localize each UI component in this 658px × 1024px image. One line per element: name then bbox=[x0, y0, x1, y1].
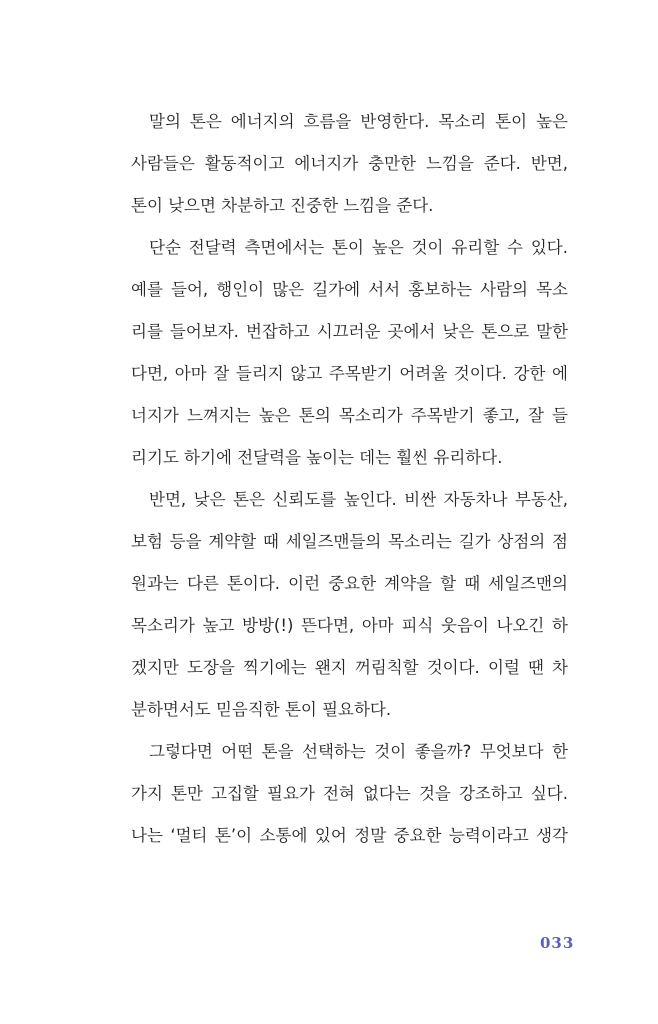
text-line: 리를 들어보자. 번잡하고 시끄러운 곳에서 낮은 톤으로 말한 bbox=[131, 322, 568, 341]
body-text bbox=[131, 101, 568, 857]
text-line: 단순 전달력 측면에서는 톤이 높은 것이 유리할 수 있다. bbox=[149, 238, 568, 257]
text-line: 리기도 하기에 전달력을 높이는 데는 훨씬 유리하다. bbox=[131, 448, 503, 467]
paragraph-3 bbox=[131, 479, 568, 731]
text-line: 겠지만 도장을 찍기에는 왠지 꺼림칙할 것이다. 이럴 땐 차 bbox=[131, 658, 568, 677]
text-line: 다면, 아마 잘 들리지 않고 주목받기 어려울 것이다. 강한 에 bbox=[131, 364, 568, 383]
paragraph-1 bbox=[131, 101, 568, 227]
text-line: 예를 들어, 행인이 많은 길가에 서서 홍보하는 사람의 목소 bbox=[131, 280, 568, 299]
page-number: 033 bbox=[540, 934, 575, 952]
paragraph-2 bbox=[131, 227, 568, 479]
text-line: 목소리가 높고 방방(!) 뜬다면, 아마 피식 웃음이 나오긴 하 bbox=[131, 616, 568, 635]
text-line: 분하면서도 믿음직한 톤이 필요하다. bbox=[131, 700, 392, 719]
text-line: 말의 톤은 에너지의 흐름을 반영한다. 목소리 톤이 높은 bbox=[149, 112, 568, 131]
text-line: 그렇다면 어떤 톤을 선택하는 것이 좋을까? 무엇보다 한 bbox=[149, 742, 568, 761]
text-line: 원과는 다른 톤이다. 이런 중요한 계약을 할 때 세일즈맨의 bbox=[131, 574, 568, 593]
text-line: 톤이 낮으면 차분하고 진중한 느낌을 준다. bbox=[131, 196, 434, 215]
paragraph-4 bbox=[131, 731, 568, 857]
text-line: 가지 톤만 고집할 필요가 전혀 없다는 것을 강조하고 싶다. bbox=[131, 784, 568, 803]
text-line: 보험 등을 계약할 때 세일즈맨들의 목소리는 길가 상점의 점 bbox=[131, 532, 568, 551]
text-line: 나는 ‘멀티 톤’이 소통에 있어 정말 중요한 능력이라고 생각 bbox=[131, 826, 568, 845]
text-line: 반면, 낮은 톤은 신뢰도를 높인다. 비싼 자동차나 부동산, bbox=[149, 490, 568, 509]
text-line: 너지가 느껴지는 높은 톤의 목소리가 주목받기 좋고, 잘 들 bbox=[131, 406, 568, 425]
text-line: 사람들은 활동적이고 에너지가 충만한 느낌을 준다. 반면, bbox=[131, 154, 568, 173]
